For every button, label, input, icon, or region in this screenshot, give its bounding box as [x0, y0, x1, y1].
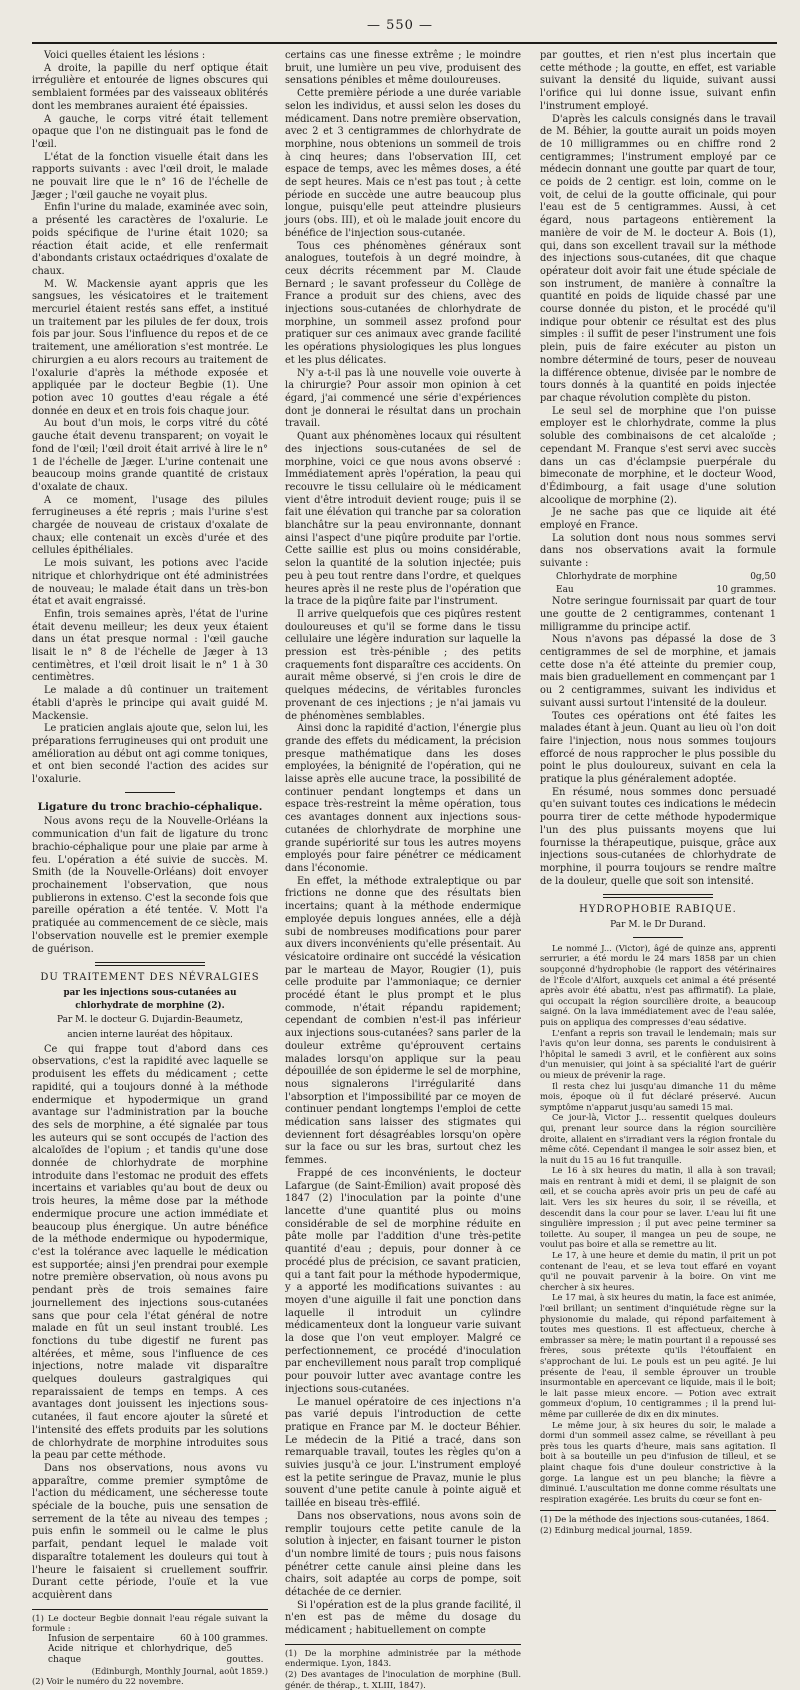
footnote-source: (Edinburgh, Monthly Journal, août 1859.)	[91, 1665, 268, 1676]
formula-ingredient: Infusion de serpentaire	[48, 1633, 155, 1644]
paragraph: Le seul sel de morphine que l'on puisse employer est le chlorhydrate, comme la plus soluble des combinaisons de cet alcaloïde ; cependant M. Franque s'est servi avec succès dans un cas d'éclampsie puerpérale du bimeconate de morphine, et le docteur Wood, d'Édimbourg, a fait usage d'une solution alcoolique de morphine (2).	[540, 405, 776, 506]
paragraph: Notre seringue fournissait par quart de tour une goutte de 2 centigrammes, contenant 1 milligramme du principe actif.	[540, 596, 776, 633]
paragraph: L'état de la fonction visuelle était dans les rapports suivants : avec l'œil droit, le malade ne pouvait lire que le n° 16 de l'échelle de Jæger ; l'œil gauche ne voyait plus.	[32, 151, 268, 201]
divider	[95, 962, 205, 966]
formula-line	[540, 584, 776, 597]
article-author: Par M. le Dr Durand.	[610, 920, 706, 931]
paragraph: Le malade a dû continuer un traitement établi d'après le principe qui avait guidé M. Mackensie.	[32, 685, 268, 722]
paragraph: Frappé de ces inconvénients, le docteur Lafargue (de Saint-Émilion) avait proposé dès 1847 (2) l'inoculation par la pointe d'une lancette d'une quantité plus ou moins considérable de sel de morphine réduite en pâte molle par l'addition d'une très-petite quantité d'eau ; depuis, pour donner à ce procédé plus de précision, ce savant praticien, qui a tant fait pour la méthode hypodermique, y a apporté les modifications suivantes : au moyen d'une aiguille il fait une ponction dans laquelle il introduit un cylindre médicamenteux dont la longueur varie suivant la dose que l'on veut employer. Malgré ce perfectionnement, ce procédé d'inoculation par enchevillement nous paraît trop compliqué pour pouvoir lutter avec avantage contre les injections sous-cutanées.	[285, 1167, 521, 1395]
formula-line	[32, 1644, 268, 1665]
paragraph: Cette première période a une durée variable selon les individus, et aussi selon les doses du médicament. Dans notre première observation, avec 2 et 3 centigrammes de chlorhydrate de morphine, nous obtenions un sommeil de trois à cinq heures; dans l'observation III, cet espace de temps, avec les mêmes doses, a été de sept heures. Mais ce n'est pas tout ; à cette période en succède une autre beaucoup plus longue, puisqu'elle peut atteindre plusieurs jours (obs. III), et où le malade jouit encore du bénéfice de l'injection sous-cutanée.	[285, 88, 521, 239]
paragraph: Ce jour-là, Victor J... ressentit quelques douleurs qui, prenant leur source dans la région sourcilière droite, allaient en s'irradiant vers la région frontale du même côté. Cependant il mangea le soir assez bien, et la nuit du 15 au 16 fut tranquille.	[540, 1112, 776, 1165]
paragraph: Si l'opération est de la plus grande facilité, il n'en est pas de même du dosage du médicament ; habituellement on compte	[285, 1599, 521, 1637]
footnote: (2) Des avantages de l'inoculation de morphine (Bull. génér. de thérap., t. XLIII, 1847).	[285, 1669, 521, 1690]
paragraph: Nous avons reçu de la Nouvelle-Orléans la communication d'un fait de ligature du tronc brachio-céphalique pour une plaie par arme à feu. L'opération a été suivie de succès. M. Smith (de la Nouvelle-Orléans) doit envoyer prochainement l'observation, que nous publierons in extenso. C'est la seconde fois que pareille opération a été tentée. V. Mott l'a pratiquée au commencement de ce siècle, mais l'observation nouvelle est le premier exemple de guérison.	[32, 816, 268, 955]
paragraph: Le même jour, à six heures du soir, le malade a dormi d'un sommeil assez calme, se réveillant à peu près tous les quarts d'heure, mais sans agitation. Il boit à sa bouteille un peu d'infusion de tilleul, et se plaint chaque fois d'une douleur constrictive à la gorge. La langue est un peu blanche; la fièvre a diminué. L'auscultation me donne comme résultats une respiration exagérée. Les bruits du cœur se font en-	[540, 1419, 776, 1504]
footnote-rule	[540, 1510, 776, 1511]
paragraph: Quant aux phénomènes locaux qui résultent des injections sous-cutanées de sel de morphine, voici ce que nous avons observé : Immédiatement après l'opération, la peau qui recouvre le tissu cellulaire où le médicament vient d'être introduit devient rouge; puis il se fait une élévation qui tranche par sa coloration blanchâtre sur la peau environnante, donnant ainsi l'aspect d'une piqûre produite par l'ortie. Cette saillie est plus ou moins considérable, selon la quantité de la solution injectée; puis peu à peu tout rentre dans l'ordre, et quelques heures après il ne reste plus de l'opération que la trace de la piqûre faite par l'instrument.	[285, 431, 521, 608]
section-heading-ligature: Ligature du tronc brachio-céphalique.	[37, 800, 263, 813]
formula-amount: 60 à 100 grammes.	[180, 1633, 268, 1644]
paragraph: Dans nos observations, nous avons vu apparaître, comme premier symptôme de l'action du médicament, une sécheresse toute spéciale de la bouche, puis une sensation de serrement de la tête au niveau des tempes ; puis enfin le sommeil ou le calme le plus parfait, pendant lequel le malade voit disparaître totalement les douleurs qui tout à l'heure le faisaient si cruellement souffrir. Durant cette période, l'ouïe et la vue acquièrent dans	[32, 1462, 268, 1601]
paragraph: Le mois suivant, les potions avec l'acide nitrique et chlorhydrique ont été administrées de nouveau; le malade était dans un très-bon état et avait engraissé.	[32, 558, 268, 608]
paragraph: certains cas une finesse extrême ; le moindre bruit, une lumière un peu vive, produisent des sensations pénibles et même douloureuses.	[285, 50, 521, 87]
footnote: (2) Voir le numéro du 22 novembre.	[32, 1676, 184, 1687]
page-number: — 550 —	[366, 18, 434, 33]
paragraph: Ce qui frappe tout d'abord dans ces observations, c'est la rapidité avec laquelle se produisent les effets du médicament ; cette rapidité, qui a toujours donné à la méthode endermique et hypodermique un grand avantage sur l'administration par la bouche des sels de morphine, a été signalée par tous les auteurs qui se sont occupés de l'action des alcaloïdes de l'opium ; et tandis qu'une dose donnée de chlorhydrate de morphine introduite dans l'estomac ne produit des effets incertains et variables qu'au bout de deux ou trois heures, la même dose par la méthode endermique procure une action immédiate et beaucoup plus énergique. Un autre bénéfice de la méthode endermique ou hypodermique, c'est la tolérance avec laquelle le médication est supportée; ainsi j'en prendrai pour exemple notre première observation, où nous avons pu pendant près de trois semaines faire journellement des injections sous-cutanées sans que pour cela l'état général de notre malade en fût un seul instant troublé. Les fonctions du tube digestif ne furent pas altérées, et même, sous l'influence de ces injections, notre malade vit disparaître quelques douleurs gastralgiques qui reparaissaient de temps en temps. A ces avantages dont jouissent les injections sous-cutanées, il faut encore ajouter la sûreté et l'intensité des effets produits par les solutions de chlorhydrate de morphine introduites sous la peau par cette méthode.	[32, 1043, 268, 1462]
formula-line	[32, 1634, 268, 1645]
paragraph: Nous n'avons pas dépassé la dose de 3 centigrammes de sel de morphine, et jamais cette dose n'a été atteinte du premier coup, mais bien graduellement en commençant par 1 ou 2 centigrammes, suivant les individus et suivant aussi surtout l'intensité de la douleur.	[540, 634, 776, 709]
paragraph: D'après les calculs consignés dans le travail de M. Béhier, la goutte aurait un poids moyen de 10 milligrammes ou en chiffre rond 2 centigrammes; l'instrument employé par ce médecin donnant une goutte par quart de tour, ce poids de 2 centigr. est loin, comme on le voit, de celui de la goutte officinale, qui pour l'eau est de 5 centigrammes. Aussi, à cet égard, nous partageons entièrement la manière de voir de M. le docteur A. Bois (1), qui, dans son excellent travail sur la méthode des injections sous-cutanées, dit que chaque opérateur doit avoir fait une étude spéciale de son instrument, de manière à connaître la quantité en poids de liquide chassé par une course donnée du piston, et le procédé qu'il indique pour obtenir ce résultat est des plus simples : il suffit de peser l'instrument une fois plein, puis de faire exécuter au piston un nombre déterminé de tours, peser de nouveau la différence obtenue, divisée par le nombre de tours donnés à la quantité en poids injectée par chaque révolution complète du piston.	[540, 113, 776, 404]
paragraph: Le manuel opératoire de ces injections n'a pas varié depuis l'introduction de cette pratique en France par M. le docteur Béhier. Le médecin de la Pitié a tracé, dans son remarquable travail, toutes les règles qu'on a suivies jusqu'à ce jour. L'instrument employé est la petite seringue de Pravaz, munie le plus souvent d'une petite canule à pointe aiguë et taillée en biseau très-effilé.	[285, 1396, 521, 1510]
paragraph: Il arrive quelquefois que ces piqûres restent douloureuses et qu'il se forme dans le tissu cellulaire une légère induration sur laquelle la pression est très-pénible ; des petits craquements font disparaître ces accidents. On aurait même observé, si j'en crois le dire de quelques médecins, de véritables furoncles provenant de ces injections ; je n'ai jamais vu de phénomènes semblables.	[285, 608, 521, 722]
formula-ingredient: Eau	[556, 584, 574, 595]
column-1	[32, 50, 268, 1687]
paragraph: Toutes ces opérations ont été faites les malades étant à jeun. Quant au lieu où l'on doit faire l'injection, nous nous sommes toujours efforcé de nous rapprocher le plus possible du point le plus douloureux, suivant en cela la pratique la plus généralement adoptée.	[540, 710, 776, 786]
article-author: Par M. le docteur G. Dujardin-Beaumetz,	[56, 1015, 244, 1026]
paragraph: Le praticien anglais ajoute que, selon lui, les préparations ferrugineuses qui ont produit une amélioration au début ont agi comme toniques, et ont bien secondé l'action des acides sur l'oxalurie.	[32, 723, 268, 786]
section-heading-traitement: DU TRAITEMENT DES NÉVRALGIES	[40, 972, 260, 984]
column-2	[285, 50, 521, 1690]
divider	[603, 894, 713, 898]
paragraph: Enfin l'urine du malade, examinée avec soin, a présenté les caractères de l'oxalurie. Le poids spécifique de l'urine était 1020; sa réaction était acide, et elle renfermait d'abondants cristaux octaédriques d'oxalate de chaux.	[32, 202, 268, 277]
paragraph: A ce moment, l'usage des pilules ferrugineuses a été repris ; mais l'urine s'est chargée de nouveau de cristaux d'oxalate de chaux; elle contenait un excès d'urée et des cellules épithéliales.	[32, 494, 268, 557]
paragraph: par gouttes, et rien n'est plus incertain que cette méthode ; la goutte, en effet, est variable suivant la densité du liquide, suivant aussi l'orifice qui lui donne issue, suivant enfin l'instrument employé.	[540, 50, 776, 112]
paragraph: M. W. Mackensie ayant appris que les sangsues, les vésicatoires et le traitement mercuriel étaient restés sans effet, a institué un traitement par les pilules de fer doux, trois fois par jour. Sous l'influence du repos et de ce traitement, une amélioration s'est montrée. Le chirurgien a eu alors recours au traitement de l'oxalurie d'après la méthode exposée et appliquée par le docteur Begbie (1). Une potion avec 10 gouttes d'eau régale a été donnée en deux et en trois fois chaque jour.	[32, 278, 268, 417]
section-heading-hydrophobie: HYDROPHOBIE RABIQUE.	[579, 904, 737, 916]
footnote: (1) De la méthode des injections sous-cutanées, 1864.	[540, 1514, 770, 1525]
formula-amount: 5 gouttes.	[226, 1644, 264, 1666]
paragraph: La solution dont nous nous sommes servi dans nos observations avait la formule suivante :	[540, 532, 776, 570]
paragraph: En effet, la méthode extraleptique ou par frictions ne donne que des résultats bien incertains; quant à la méthode endermique employée depuis longues années, elle a déjà subi de nombreuses modifications pour parer aux divers inconvénients qu'elle présentait. Au vésicatoire ordinaire ont succédé la vésication par le marteau de Mayor, Rougier (1), puis celle produite par l'ammoniaque; ce dernier procédé étant le plus prompt et le plus commode, n'était répandu rapidement; cependant de combien n'est-il pas inférieur aux injections sous-cutanées? sans parler de la douleur extrême qu'éprouvent certains malades lorsqu'on applique sur la peau dépouillée de son épiderme le sel de morphine, nous signalerons l'irrégularité dans l'absorption et l'impossibilité par ce moyen de continuer pendant longtemps l'emploi de cette médication sans laisser des stigmates qui deviennent fort désagréables lorsqu'on opère sur la face ou sur les bras, surtout chez les femmes.	[285, 875, 521, 1167]
column-3	[540, 50, 776, 1535]
footnote: (1) Le docteur Begbie donnait l'eau régale suivant la formule :	[32, 1612, 268, 1634]
paragraph: Tous ces phénomènes généraux sont analogues, toutefois à un degré moindre, à ceux décrits récemment par M. Claude Bernard ; le savant professeur du Collège de France a produit sur des chiens, avec des injections sous-cutanées de chlorhydrate de morphine, un sommeil assez profond pour pratiquer sur ces animaux avec grande facilité les opérations physiologiques les plus longues et les plus délicates.	[285, 240, 521, 366]
paragraph: Il resta chez lui jusqu'au dimanche 11 du même mois, époque où il fut déclaré préservé. Aucun symptôme n'apparut jusqu'au samedi 15 mai.	[540, 1080, 776, 1112]
paragraph: Enfin, trois semaines après, l'état de l'urine était devenu meilleur; les deux yeux étaient dans un état presque normal : l'œil gauche lisait le n° 8 de l'échelle de Jæger à 13 centimètres, et l'œil droit lisait le n° 1 à 30 centimètres.	[32, 608, 268, 684]
divider	[633, 937, 683, 938]
paragraph: Le 16 à six heures du matin, il alla à son travail; mais en rentrant à midi et demi, il se plaignit de son œil, et se coucha après avoir pris un peu de café au lait. Vers les six heures du soir, il se réveilla, et descendit dans la cour pour se laver. L'eau lui fit une singulière impression ; il put avec peine terminer sa toilette. Au souper, il mangea un peu de soupe, ne voulut pas boire et alla se remettre au lit.	[540, 1165, 776, 1250]
paragraph: N'y a-t-il pas là une nouvelle voie ouverte à la chirurgie? Pour assoir mon opinion à cet égard, j'ai commencé une série d'expériences dont je donnerai le résultat dans un prochain travail.	[285, 367, 521, 430]
paragraph: Le nommé J... (Victor), âgé de quinze ans, apprenti serrurier, a été mordu le 24 mars 1858 par un chien soupçonné d'hydrophobie (le rapport des vétérinaires de l'École d'Alfort, auxquels cet animal a été présenté après avoir été abattu, n'est pas affirmatif). La plaie, qui occupait la région sourcilière droite, a beaucoup saigné. On la lava immédiatement avec de l'eau salée, puis on appliqua des compresses d'eau sédative.	[540, 942, 776, 1027]
footnote-rule	[285, 1644, 521, 1645]
paragraph: Voici quelles étaient les lésions :	[44, 50, 206, 61]
paragraph: Au bout d'un mois, le corps vitré du côté gauche était devenu transparent; on voyait le fond de l'œil; l'œil droit était arrivé à lire le n° 1 de l'échelle de Jæger. L'urine contenait une beaucoup moins grande quantité de cristaux d'oxalate de chaux.	[32, 418, 268, 493]
divider	[125, 792, 175, 793]
paragraph: L'enfant a repris son travail le lendemain; mais sur l'avis qu'on leur donna, ses parents le conduisirent à l'hôpital le samedi 3 avril, et le confièrent aux soins d'un menuisier, qui joint à sa spécialité l'art de guérir ou mieux de prévenir la rage.	[540, 1027, 776, 1080]
paragraph: A droite, la papille du nerf optique était irrégulière et entourée de lignes obscures qui semblaient formées par des vaisseaux oblitérés dont les membranes auraient été épaissies.	[32, 62, 268, 112]
formula-ingredient: Chlorhydrate de morphine	[556, 571, 678, 582]
paragraph: Je ne sache pas que ce liquide ait été employé en France.	[540, 507, 776, 532]
footnote: (1) De la morphine administrée par la méthode endermique. Lyon, 1843.	[285, 1647, 521, 1669]
paragraph: En résumé, nous sommes donc persuadé qu'en suivant toutes ces indications le médecin pourra tirer de cette méthode hypodermique l'un des plus puissants moyens que lui fournisse la thérapeutique, puisque, grâce aux injections sous-cutanées de chlorhydrate de morphine, il pourra toujours se rendre maître de la douleur, quelle que soit son intensité.	[540, 786, 776, 887]
paragraph: Le 17, à une heure et demie du matin, il prit un pot contenant de l'eau, et se leva tout effaré en voyant qu'il ne pouvait parvenir à la boire. On vint me chercher à six heures.	[540, 1250, 776, 1292]
footnote-rule	[32, 1609, 268, 1610]
paragraph: Dans nos observations, nous avons soin de remplir toujours cette petite canule de la solution à injecter, en faisant tourner le piston d'un nombre limité de tours ; puis nous faisons pénétrer cette canule ainsi pleine dans les chairs, soit adaptée au corps de pompe, soit détachée de ce dernier.	[285, 1510, 521, 1599]
top-rule	[32, 42, 777, 44]
paragraph: Ainsi donc la rapidité d'action, l'énergie plus grande des effets du médicament, la précision presque mathématique dans les doses employées, la bénignité de l'opération, qui ne laisse après elle aucune trace, la possibilité de continuer pendant longtemps et dans un espace très-restreint la même opération, tous ces avantages donnent aux injections sous-cutanées de chlorhydrate de morphine une grande supériorité sur tous les autres moyens employés pour faire pénétrer ce médicament dans l'économie.	[285, 723, 521, 874]
formula-ingredient: Acide nitrique et chlorhydrique, de chaque	[48, 1644, 227, 1666]
formula-line	[540, 571, 776, 584]
footnote: (2) Edinburg medical journal, 1859.	[540, 1524, 693, 1535]
section-subheading: par les injections sous-cutanées au chlorhydrate de morphine (2).	[63, 987, 237, 1011]
formula-amount: 10 grammes.	[716, 584, 776, 595]
paragraph: Le 17 mai, à six heures du matin, la face est animée, l'œil brillant; un sentiment d'inquiétude règne sur la physionomie du malade, qui répond parfaitement à toutes mes questions. Il est affectueux, cherche à embrasser sa mère; le matin pourtant il a repoussé ses frères, sous prétexte qu'ils l'étouffaient en s'approchant de lui. Le pouls est un peu agité. Je lui présente de l'eau, il semble éprouver un trouble insurmontable en apercevant ce liquide, mais il le boit; le lait passe mieux encore. — Potion avec extrait gommeux d'opium, 10 centigrammes ; il la prend lui-même par cuillerée de dix en dix minutes.	[540, 1292, 776, 1419]
article-author-title: ancien interne lauréat des hôpitaux.	[67, 1030, 233, 1041]
formula-amount: 0g,50	[750, 571, 776, 582]
paragraph: A gauche, le corps vitré était tellement opaque que l'on ne distinguait pas le fond de l'œil.	[32, 113, 268, 150]
